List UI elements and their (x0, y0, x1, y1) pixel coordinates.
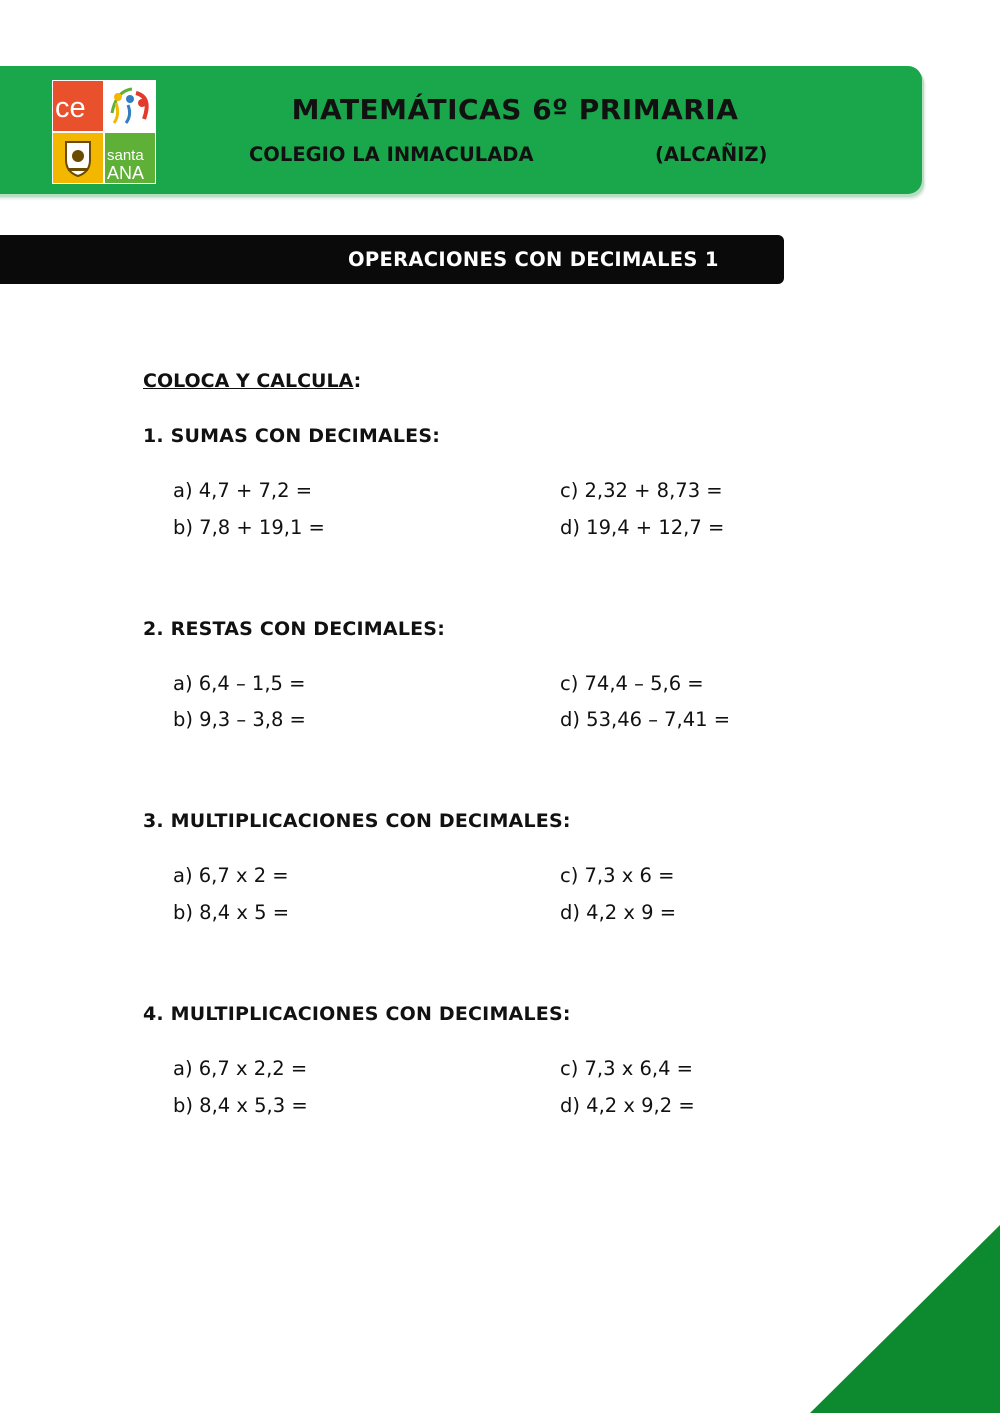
exercise-4a: a) 6,7 x 2,2 = (173, 1057, 308, 1080)
topic-title: OPERACIONES CON DECIMALES 1 (348, 248, 719, 271)
exercise-2a: a) 6,4 – 1,5 = (173, 672, 306, 695)
section-title-sumas: 1. SUMAS CON DECIMALES: (143, 425, 441, 447)
logo-santa-text: santa (107, 147, 144, 164)
school-name: COLEGIO LA INMACULADA (249, 143, 534, 166)
page-title: MATEMÁTICAS 6º PRIMARIA (291, 93, 739, 126)
exercise-4d: d) 4,2 x 9,2 = (560, 1094, 695, 1117)
exercise-2c: c) 74,4 – 5,6 = (560, 672, 704, 695)
section-title-restas: 2. RESTAS CON DECIMALES: (143, 618, 445, 640)
exercise-3a: a) 6,7 x 2 = (173, 864, 289, 887)
exercise-3c: c) 7,3 x 6 = (560, 864, 675, 887)
logo-ana-text: ANA (107, 163, 145, 183)
instruction-colon: : (353, 370, 362, 392)
exercise-1b: b) 7,8 + 19,1 = (173, 516, 325, 539)
exercise-2d: d) 53,46 – 7,41 = (560, 708, 731, 731)
exercise-1c: c) 2,32 + 8,73 = (560, 479, 723, 502)
exercise-3b: b) 8,4 x 5 = (173, 901, 290, 924)
exercise-1a: a) 4,7 + 7,2 = (173, 479, 313, 502)
exercise-2b: b) 9,3 – 3,8 = (173, 708, 306, 731)
exercise-4c: c) 7,3 x 6,4 = (560, 1057, 694, 1080)
section-title-multiplicaciones-1: 3. MULTIPLICACIONES CON DECIMALES: (143, 810, 571, 832)
exercise-3d: d) 4,2 x 9 = (560, 901, 677, 924)
school-city: (ALCAÑIZ) (655, 143, 768, 166)
exercise-1d: d) 19,4 + 12,7 = (560, 516, 725, 539)
section-title-multiplicaciones-2: 4. MULTIPLICACIONES CON DECIMALES: (143, 1003, 571, 1025)
logo-ce-text: ce (55, 92, 86, 124)
instruction-text: COLOCA Y CALCULA (143, 370, 354, 392)
exercise-4b: b) 8,4 x 5,3 = (173, 1094, 308, 1117)
